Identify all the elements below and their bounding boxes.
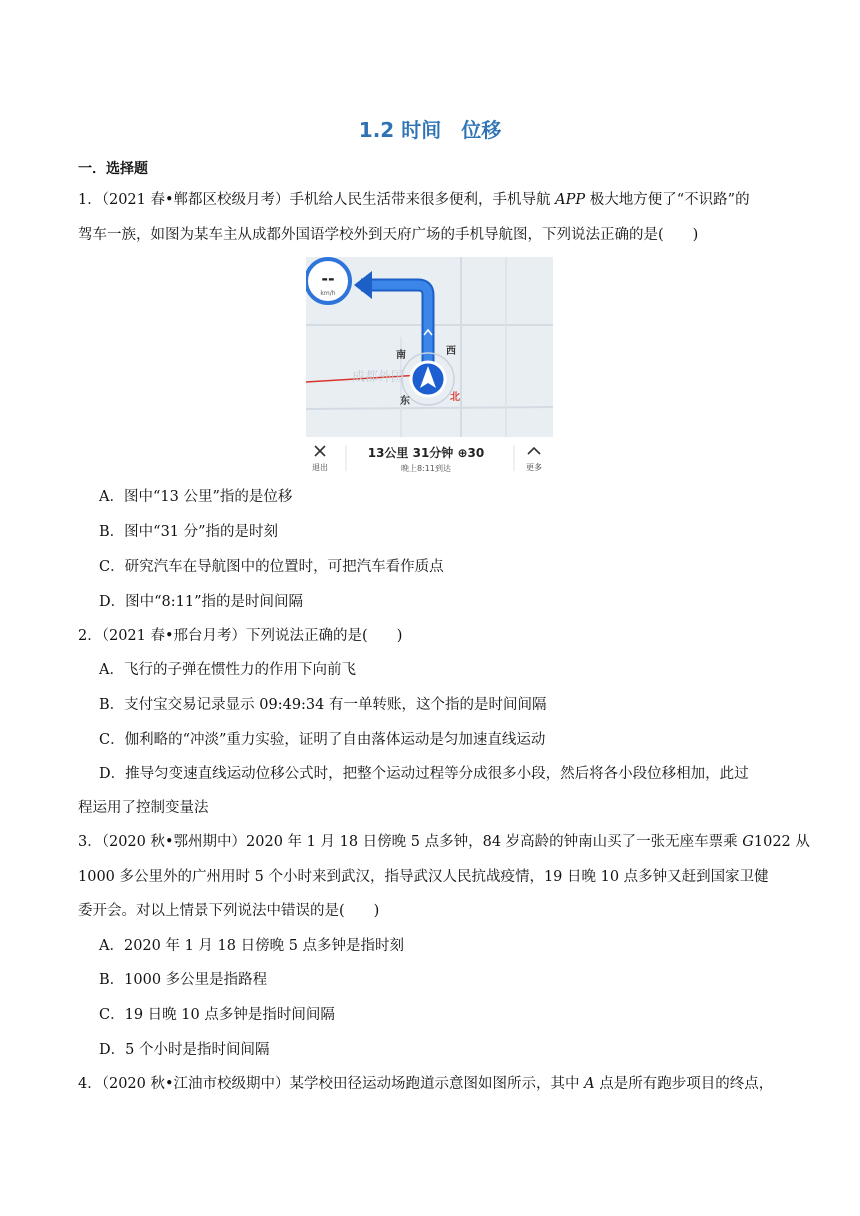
q1-line1-prefix: 1．（2021 春•郸都区校级月考）手机给人民生活带来很多便利，手机导航	[78, 192, 556, 208]
q3-line1-train-letter: G	[742, 834, 754, 850]
q1-line2: 驾车一族，如图为某车主从成都外国语学校外到天府广场的手机导航图，下列说法正确的是( )	[78, 227, 699, 243]
q1-option-a: A．图中“13 公里”指的是位移	[99, 489, 293, 505]
q2-stem: 2．（2021 春•邢台月考）下列说法正确的是( )	[78, 628, 403, 644]
q4-line1-suffix: 点是所有跑步项目的终点，	[594, 1076, 774, 1092]
q4-line1-prefix: 4．（2020 秋•江油市校级期中）某学校田径运动场跑道示意图如图所示，其中	[78, 1076, 585, 1092]
arrival-time: 晚上8:11到达	[401, 464, 451, 473]
q2-option-b: B．支付宝交易记录显示 09:49:34 有一单转账，这个指的是时间间隔	[99, 697, 547, 713]
compass-south: 南	[396, 350, 406, 361]
road-label: 成都外国	[352, 370, 405, 385]
q3-option-d: D．5 个小时是指时间间隔	[99, 1042, 270, 1058]
section-heading: 一．选择题	[78, 161, 148, 177]
q4-line1	[78, 1074, 784, 1094]
q3-line1	[78, 832, 810, 852]
q1-option-b: B．图中“31 分”指的是时刻	[99, 524, 279, 540]
q3-option-a: A．2020 年 1 月 18 日傍晚 5 点多钟是指时刻	[99, 938, 405, 954]
compass-west: 西	[446, 346, 456, 357]
q1-line1-app: APP	[555, 192, 586, 208]
q1-option-d: D．图中“8:11”指的是时间间隔	[99, 594, 304, 610]
q3-option-c: C．19 日晚 10 点多钟是指时间间隔	[99, 1007, 335, 1023]
q3-line1-prefix: 3．（2020 秋•鄂州期中）2020 年 1 月 18 日傍晚 5 点多钟，84 岁高龄的钟南山买了一张无座车票乘	[78, 834, 743, 850]
q3-line1-suffix: 1022 从	[753, 834, 810, 850]
q4-line1-point: A	[584, 1076, 595, 1092]
compass-north: 北	[450, 392, 460, 403]
q3-line2: 1000 多公里外的广州用时 5 个小时来到武汉，指导武汉人民抗战疫情，19 日晚 10 点多钟又赶到国家卫健	[78, 869, 769, 885]
speed-value: --	[321, 269, 335, 288]
compass-east: 东	[400, 396, 410, 407]
q1-option-c: C．研究汽车在导航图中的位置时，可把汽车看作质点	[99, 559, 444, 575]
exit-label[interactable]: 退出	[312, 463, 328, 472]
q2-option-d-continued: 程运用了控制变量法	[78, 800, 209, 816]
q2-option-c: C．伽利略的“冲淡”重力实验，证明了自由落体运动是匀加速直线运动	[99, 732, 546, 748]
speed-unit: km/h	[320, 290, 336, 297]
q2-option-d: D．推导匀变速直线运动位移公式时，把整个运动过程等分成很多小段，然后将各小段位移相加，此过	[99, 766, 749, 782]
navigation-map-figure	[306, 257, 553, 477]
more-label[interactable]: 更多	[526, 463, 542, 472]
q3-line3: 委开会。对以上情景下列说法中错误的是( )	[78, 903, 380, 919]
q2-option-a: A．飞行的子弹在惯性力的作用下向前飞	[99, 662, 356, 678]
q1-line1-suffix: 极大地方便了“不识路”的	[585, 192, 750, 208]
q1-line1	[78, 190, 784, 210]
navigation-map-svg	[306, 257, 553, 477]
q3-option-b: B．1000 多公里是指路程	[99, 972, 268, 988]
route-summary: 13公里 31分钟 ⊕30	[367, 446, 485, 460]
page-title: 1.2 时间 位移	[358, 118, 502, 142]
